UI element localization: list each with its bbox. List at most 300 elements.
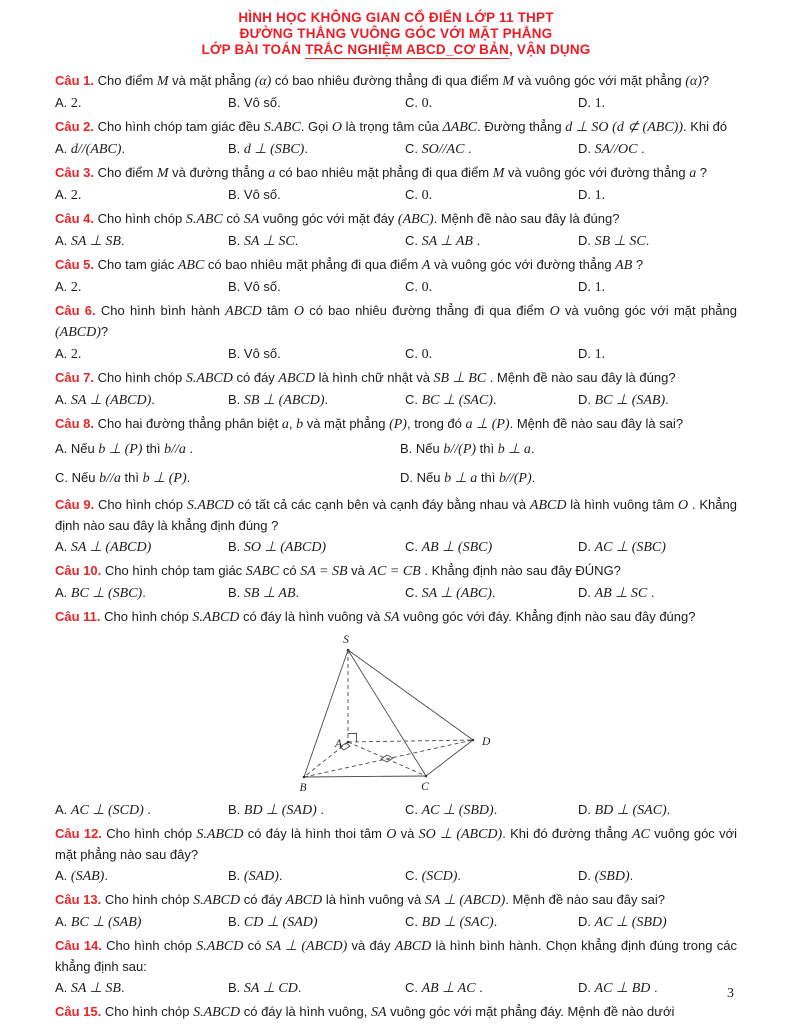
option-key: C.: [405, 346, 422, 361]
question-number: Câu 12.: [55, 826, 102, 841]
math-run: CD ⊥ (SAD): [243, 915, 318, 930]
option-A: [55, 389, 228, 412]
math-run: AB ⊥ AC: [421, 981, 476, 996]
text-run: Nếu: [415, 441, 444, 456]
question-number: Câu 3.: [55, 165, 95, 180]
math-run: SB ⊥ BC: [433, 371, 487, 386]
option-A: [55, 276, 228, 299]
option-key: A.: [55, 980, 71, 995]
text-run: 1.: [594, 188, 606, 203]
question-number: Câu 8.: [55, 416, 95, 431]
text-run: Nếu: [71, 470, 100, 485]
text-run: có: [279, 563, 301, 578]
text-run: có đáy: [240, 892, 286, 907]
options-row: [55, 343, 737, 366]
option-D: [578, 799, 737, 822]
math-run: S.ABCD: [196, 939, 244, 954]
option-C: [405, 911, 578, 934]
option-key: A.: [55, 802, 71, 817]
question-text: [55, 561, 737, 582]
text-run: có đáy là hình vuông và: [239, 609, 384, 624]
math-run: BC ⊥ (SAB): [594, 393, 666, 408]
option-C: [55, 464, 400, 493]
math-run: SA ⊥ SC: [243, 234, 295, 249]
math-run: (SCD): [421, 869, 458, 884]
option-C: [405, 343, 578, 366]
text-run: và vuông góc với đường thẳng: [504, 165, 690, 180]
text-run: Cho điểm: [97, 165, 157, 180]
math-run: (ABCD): [55, 325, 101, 340]
text-run: Cho điểm: [97, 73, 157, 88]
math-run: (α): [685, 74, 702, 89]
question-number: Câu 10.: [55, 563, 102, 578]
option-A: [55, 977, 228, 1000]
text-run: 2.: [70, 188, 82, 203]
text-run: .: [493, 914, 498, 929]
option-key: D.: [400, 470, 417, 485]
options-row: [55, 536, 737, 559]
text-run: 0.: [421, 188, 433, 203]
option-A: [55, 138, 228, 161]
math-run: (α): [254, 74, 272, 89]
math-run: SA ⊥ (ABCD): [265, 939, 348, 954]
text-run: Vô số.: [243, 95, 281, 110]
option-A: [55, 865, 228, 888]
option-B: [228, 184, 405, 207]
header-line-3: [55, 42, 737, 58]
text-run: .: [186, 470, 191, 485]
option-C: [405, 865, 578, 888]
math-run: (ABC): [397, 212, 434, 227]
option-key: A.: [55, 539, 71, 554]
math-run: A: [421, 258, 431, 273]
text-run: . Mệnh đề nào sau đây sai?: [505, 892, 665, 907]
math-run: SABC: [245, 564, 280, 579]
vertex-dot-D: [472, 739, 475, 742]
math-run: SA ⊥ SB: [70, 234, 121, 249]
text-run: 2.: [70, 96, 82, 111]
text-run: .: [647, 585, 655, 600]
text-run: có tất cả các cạnh bên và cạnh đáy bằng nhau và: [233, 497, 530, 512]
math-run: S.ABC: [263, 120, 301, 135]
vertex-label-D: D: [482, 736, 491, 748]
option-B: [228, 343, 405, 366]
option-B: [400, 435, 737, 464]
option-B: [228, 138, 405, 161]
text-run: tâm: [261, 303, 294, 318]
text-run: Cho hình chóp: [97, 211, 186, 226]
pyramid-figure: [55, 630, 737, 799]
math-run: b//(P): [443, 442, 477, 457]
option-A: [55, 911, 228, 934]
text-run: .: [472, 233, 481, 248]
option-key: B.: [228, 980, 244, 995]
document-header: [55, 10, 737, 58]
text-run: .: [120, 233, 125, 248]
math-run: b//(P): [498, 471, 532, 486]
option-key: D.: [578, 539, 595, 554]
question-number: Câu 6.: [55, 303, 96, 318]
text-run: có: [243, 938, 266, 953]
text-run: có đáy: [232, 370, 279, 385]
option-key: B.: [228, 346, 244, 361]
question-number: Câu 14.: [55, 938, 102, 953]
math-run: O: [678, 498, 689, 513]
question-number: Câu 11.: [55, 609, 101, 624]
text-run: có bao nhiêu mặt phẳng đi qua điểm: [204, 257, 422, 272]
text-run: thì: [120, 470, 143, 485]
option-D: [578, 536, 737, 559]
text-run: ?: [701, 73, 710, 88]
question-text: [55, 495, 737, 536]
math-run: SA ⊥ (ABCD): [424, 893, 506, 908]
option-key: D.: [578, 914, 595, 929]
math-run: ABCD: [278, 371, 315, 386]
text-run: có bao nhiêu mặt phẳng đi qua điểm: [275, 165, 493, 180]
option-key: A.: [55, 187, 71, 202]
option-key: A.: [55, 233, 71, 248]
option-D: [400, 464, 737, 493]
option-key: B.: [228, 141, 244, 156]
math-run: ABCD: [225, 304, 262, 319]
question-2: [55, 117, 737, 161]
text-run: 1.: [594, 96, 606, 111]
option-key: A.: [55, 441, 71, 456]
math-run: S.ABCD: [193, 1005, 241, 1020]
options-row: [55, 389, 737, 412]
vertex-dot-C: [425, 775, 428, 778]
option-key: B.: [228, 585, 244, 600]
header-line-3-prefix: LỚP BÀI TOÁN: [201, 42, 306, 57]
option-key: C.: [405, 187, 422, 202]
math-run: SB ⊥ (ABCD): [243, 393, 325, 408]
text-run: Cho hình chóp tam giác: [104, 563, 246, 578]
options-row: [55, 977, 737, 1000]
math-run: a: [281, 417, 289, 432]
math-run: S.ABC: [185, 212, 223, 227]
text-run: .: [304, 141, 308, 156]
text-run: thì: [476, 441, 498, 456]
question-6: [55, 301, 737, 366]
question-3: [55, 163, 737, 207]
option-C: [405, 799, 578, 822]
option-A: [55, 343, 228, 366]
question-text: [55, 368, 737, 389]
option-D: [578, 389, 737, 412]
text-run: Vô số.: [243, 187, 281, 202]
option-key: B.: [228, 914, 244, 929]
question-10: [55, 561, 737, 605]
option-B: [228, 865, 405, 888]
math-run: b ⊥ (P): [98, 442, 143, 457]
math-run: SA: [243, 212, 260, 227]
edge-BC: [304, 776, 426, 777]
text-run: ?: [632, 257, 644, 272]
math-run: BD ⊥ (SAC): [594, 803, 667, 818]
options-row: [55, 184, 737, 207]
text-run: 0.: [421, 347, 433, 362]
question-7: [55, 368, 737, 412]
option-key: D.: [578, 279, 595, 294]
text-run: có bao nhiêu đường thẳng đi qua điểm: [271, 73, 503, 88]
text-run: .: [629, 868, 634, 883]
option-key: C.: [405, 980, 422, 995]
question-number: Câu 2.: [55, 119, 95, 134]
math-run: b//a: [99, 471, 121, 486]
question-number: Câu 1.: [55, 73, 95, 88]
text-run: có: [222, 211, 244, 226]
option-B: [228, 389, 405, 412]
edge-AD-dashed: [348, 740, 473, 742]
text-run: và: [396, 826, 419, 841]
option-A: [55, 536, 228, 559]
text-run: .: [531, 470, 536, 485]
option-key: B.: [228, 95, 244, 110]
text-run: là trọng tâm của: [342, 119, 443, 134]
text-run: Cho hình bình hành: [100, 303, 226, 318]
math-run: b ⊥ a: [444, 471, 478, 486]
text-run: thì: [477, 470, 499, 485]
edge-SC: [348, 650, 426, 776]
math-run: O: [386, 827, 397, 842]
option-key: B.: [228, 187, 244, 202]
text-run: .: [104, 868, 108, 883]
option-D: [578, 911, 737, 934]
option-key: B.: [400, 441, 416, 456]
math-run: b ⊥ a: [497, 442, 531, 457]
questions-list: [55, 71, 737, 1023]
text-run: . Gọi: [300, 119, 332, 134]
option-key: C.: [405, 279, 422, 294]
math-run: SA//OC: [594, 142, 638, 157]
math-run: BD ⊥ (SAC): [421, 915, 494, 930]
options-row: [55, 911, 737, 934]
text-run: . Khi đó: [682, 119, 728, 134]
option-key: C.: [405, 914, 422, 929]
math-run: BC ⊥ (SAB): [70, 915, 142, 930]
math-run: SA: [370, 1005, 387, 1020]
math-run: AC ⊥ (SBC): [594, 540, 666, 555]
question-text: [55, 1002, 737, 1023]
pyramid-svg: [286, 630, 506, 796]
option-B: [228, 911, 405, 934]
options-row: [55, 138, 737, 161]
options-row: [55, 435, 737, 493]
text-run: .: [475, 980, 483, 995]
question-text: [55, 414, 737, 435]
option-D: [578, 865, 737, 888]
edge-SB: [304, 650, 348, 777]
text-run: và vuông góc với mặt phẳng: [514, 73, 686, 88]
text-run: .: [666, 802, 671, 817]
option-key: D.: [578, 141, 595, 156]
text-run: và mặt phẳng: [168, 73, 255, 88]
option-key: D.: [578, 187, 595, 202]
math-run: SA ⊥ SB: [70, 981, 121, 996]
text-run: .: [637, 141, 645, 156]
page-number: 3: [727, 986, 734, 1001]
option-key: B.: [228, 392, 244, 407]
text-run: . Khi đó đường thẳng: [502, 826, 632, 841]
option-D: [578, 184, 737, 207]
option-D: [578, 582, 737, 605]
option-key: D.: [578, 802, 595, 817]
question-number: Câu 7.: [55, 370, 95, 385]
option-key: D.: [578, 980, 595, 995]
option-A: [55, 435, 400, 464]
option-key: A.: [55, 585, 71, 600]
option-C: [405, 536, 578, 559]
math-run: S.ABCD: [185, 371, 233, 386]
text-run: 2.: [70, 347, 82, 362]
option-key: C.: [405, 802, 422, 817]
option-C: [405, 582, 578, 605]
vertex-label-A: A: [334, 738, 342, 750]
text-run: . Mệnh đề nào sau đây là sai?: [509, 416, 684, 431]
math-run: S.ABCD: [192, 610, 240, 625]
text-run: .: [645, 233, 650, 248]
text-run: Cho hình chóp tam giác đều: [97, 119, 264, 134]
text-run: .: [143, 802, 151, 817]
text-run: .: [493, 802, 498, 817]
vertex-label-B: B: [299, 782, 307, 794]
option-C: [405, 977, 578, 1000]
math-run: SA ⊥ (ABCD): [70, 540, 152, 555]
text-run: Cho tam giác: [97, 257, 178, 272]
text-run: Nếu: [70, 441, 99, 456]
math-run: O: [549, 304, 560, 319]
text-run: .: [492, 392, 497, 407]
option-B: [228, 92, 405, 115]
text-run: vuông góc với đáy. Khẳng định nào sau đây đúng?: [399, 609, 696, 624]
option-key: B.: [228, 802, 244, 817]
text-run: và vuông góc với mặt phẳng: [559, 303, 737, 318]
math-run: SA: [383, 610, 400, 625]
math-run: O: [331, 120, 343, 135]
option-D: [578, 977, 737, 1000]
text-run: là hình vuông và: [322, 892, 425, 907]
question-text: [55, 890, 737, 911]
right-angle-marker: [348, 734, 357, 743]
question-text: [55, 824, 737, 865]
option-D: [578, 343, 737, 366]
vertex-dot-B: [303, 776, 306, 779]
option-key: C.: [405, 141, 422, 156]
option-C: [405, 138, 578, 161]
math-run: O: [293, 304, 304, 319]
vertex-dot-S: [347, 649, 350, 652]
math-run: SA = SB: [300, 564, 348, 579]
option-key: A.: [55, 95, 71, 110]
option-C: [405, 389, 578, 412]
text-run: 1.: [594, 280, 606, 295]
math-run: d//(ABC): [70, 142, 122, 157]
math-run: M: [156, 166, 169, 181]
text-run: vuông góc với mặt đáy: [259, 211, 398, 226]
option-C: [405, 92, 578, 115]
option-key: D.: [578, 95, 595, 110]
option-B: [228, 536, 405, 559]
math-run: M: [502, 74, 515, 89]
math-run: ABCD: [529, 498, 567, 513]
text-run: ?: [100, 324, 109, 339]
text-run: 0.: [421, 280, 433, 295]
text-run: .: [120, 980, 125, 995]
text-run: .: [295, 585, 300, 600]
math-run: BD ⊥ (SAD): [243, 803, 317, 818]
text-run: 2.: [70, 280, 82, 295]
text-run: Cho hình chóp: [106, 938, 197, 953]
text-run: .: [151, 392, 155, 407]
option-D: [578, 92, 737, 115]
math-run: d ⊥ SO: [565, 120, 609, 135]
math-run: (d ⊄ (ABC)): [612, 120, 683, 135]
text-run: ?: [696, 165, 708, 180]
option-key: C.: [405, 585, 422, 600]
header-line-3-underlined: TRẮC NGHIỆM ABCD_CƠ BẢN: [305, 42, 509, 57]
option-key: A.: [55, 868, 71, 883]
option-B: [228, 977, 405, 1000]
math-run: b//a: [164, 442, 186, 457]
question-number: Câu 9.: [55, 497, 95, 512]
question-12: [55, 824, 737, 888]
math-run: SO ⊥ (ABCD): [243, 540, 327, 555]
math-run: S.ABCD: [193, 893, 241, 908]
math-run: b ⊥ (P): [142, 471, 187, 486]
text-run: . Khẳng định nào sau đây ĐÚNG?: [420, 563, 621, 578]
vertex-dot-A: [347, 741, 350, 744]
math-run: BC ⊥ (SBC): [70, 586, 143, 601]
math-run: (P): [389, 417, 407, 432]
math-run: a: [689, 166, 697, 181]
question-text: [55, 936, 737, 977]
text-run: 0.: [421, 96, 433, 111]
option-A: [55, 799, 228, 822]
math-run: SO//AC: [421, 142, 465, 157]
math-run: ABC: [177, 258, 205, 273]
math-run: S.ABCD: [186, 498, 234, 513]
edge-BD-dashed: [304, 740, 473, 777]
option-A: [55, 92, 228, 115]
text-run: .: [185, 441, 194, 456]
math-run: a: [268, 166, 276, 181]
option-key: D.: [578, 346, 595, 361]
header-line-3-suffix: , VẬN DỤNG: [509, 42, 591, 57]
option-B: [228, 276, 405, 299]
text-run: Cho hình chóp: [104, 892, 194, 907]
text-run: .: [457, 868, 462, 883]
text-run: Vô số.: [243, 346, 281, 361]
option-A: [55, 184, 228, 207]
options-row: [55, 865, 737, 888]
text-run: .: [316, 802, 324, 817]
math-run: ABCD: [394, 939, 432, 954]
question-text: [55, 209, 737, 230]
math-run: a ⊥ (P): [465, 417, 510, 432]
question-text: [55, 301, 737, 343]
text-run: và đường thẳng: [168, 165, 269, 180]
math-run: ΔABC: [442, 120, 478, 135]
text-run: 1.: [594, 347, 606, 362]
option-D: [578, 230, 737, 253]
question-text: [55, 117, 737, 138]
text-run: và vuông góc với đường thẳng: [430, 257, 616, 272]
text-run: Cho hình chóp: [104, 1004, 194, 1019]
option-key: A.: [55, 346, 71, 361]
option-D: [578, 138, 737, 161]
text-run: .: [650, 980, 658, 995]
option-key: D.: [578, 868, 595, 883]
